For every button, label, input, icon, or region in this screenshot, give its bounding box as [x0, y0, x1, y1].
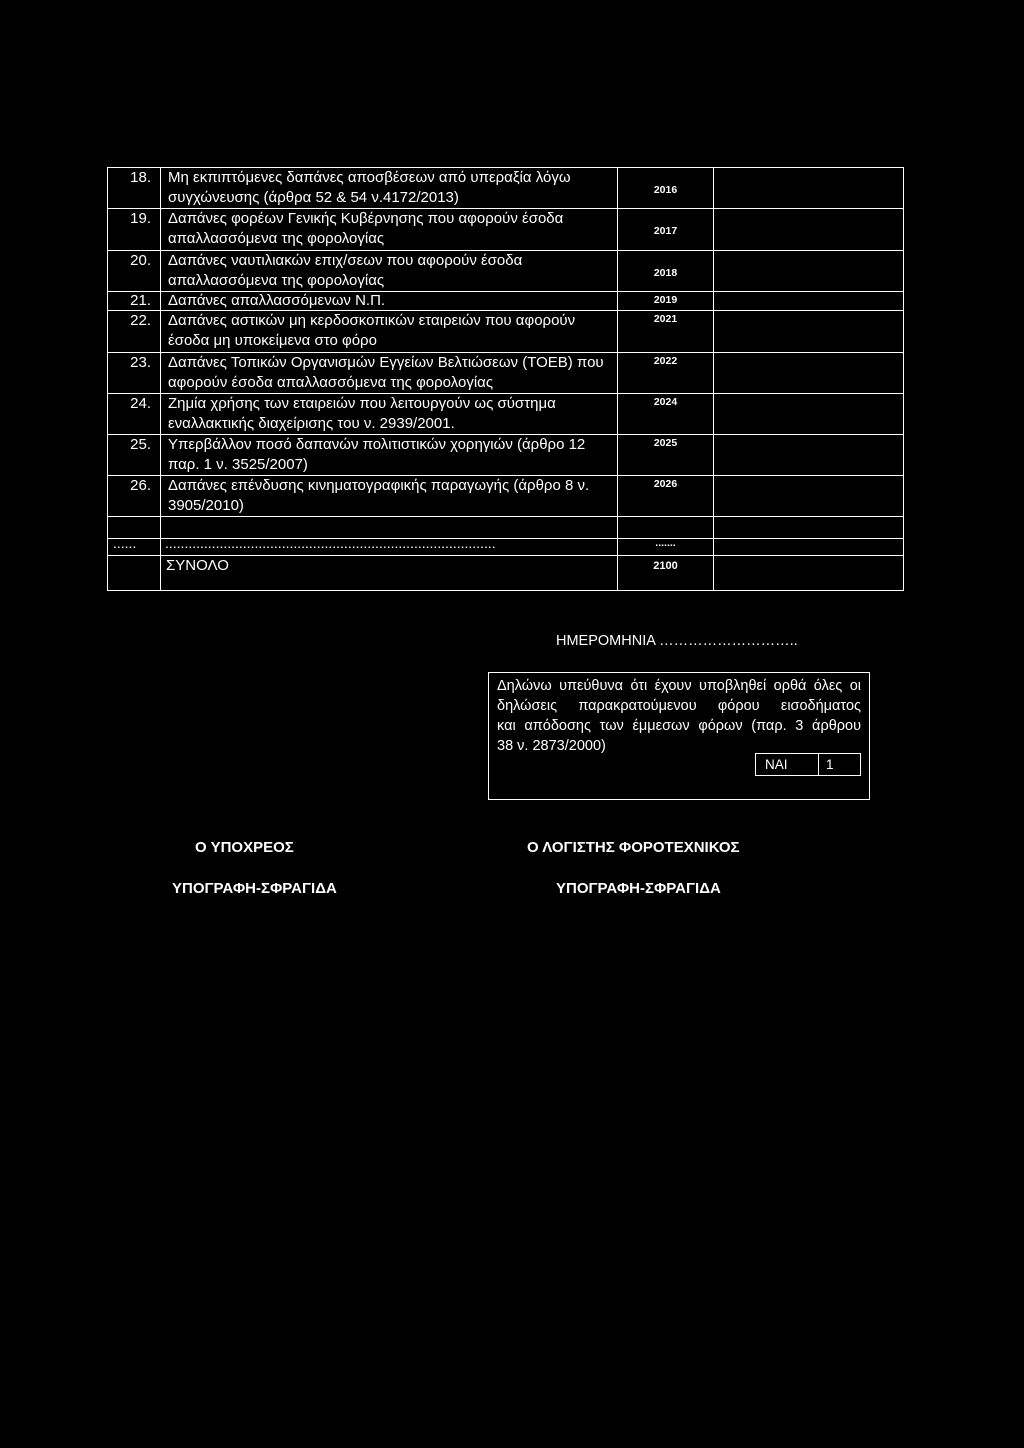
table-row: [108, 394, 904, 435]
placeholder-number: ......: [108, 539, 161, 556]
amount-cell: [714, 517, 904, 539]
table-row: [108, 251, 904, 292]
description-line: συγχώνευσης (άρθρα 52 & 54 ν.4172/2013): [168, 189, 459, 206]
table-row: [108, 353, 904, 394]
description-line: Υπερβάλλον ποσό δαπανών πολιτιστικών χορηγιών (άρθρο 12: [168, 436, 586, 453]
answer-value: 1: [826, 757, 834, 772]
amount-cell: [714, 476, 904, 517]
row-code: 2026: [618, 476, 714, 517]
row-code: 2018: [618, 251, 714, 292]
description-line: Μη εκπιπτόμενες δαπάνες αποσβέσεων από υπεραξία λόγω: [168, 169, 571, 186]
amount-cell: [714, 353, 904, 394]
description-line: εναλλακτικής διαχείρισης του ν. 2939/2001.: [168, 415, 455, 432]
table-row: [108, 435, 904, 476]
description-line: Δαπάνες απαλλασσόμενων Ν.Π.: [168, 292, 386, 309]
row-number: 22.: [108, 311, 161, 353]
row-description: [161, 292, 618, 311]
description-line: Δαπάνες φορέων Γενικής Κυβέρνησης που αφορούν έσοδα: [168, 210, 564, 227]
row-description: [161, 209, 618, 251]
row-description: [161, 311, 618, 353]
description-line: αφορούν έσοδα απαλλασσόμενα της φορολογίας: [168, 374, 494, 391]
date-placeholder: ………………………..: [659, 633, 798, 649]
row-description: [161, 353, 618, 394]
answer-box: [755, 753, 861, 776]
total-amount-cell: [714, 556, 904, 591]
description-line: Δαπάνες Τοπικών Οργανισμών Εγγείων Βελτιώσεων (ΤΟΕΒ) που: [168, 354, 604, 371]
date-field: [556, 632, 798, 650]
row-code: 2021: [618, 311, 714, 353]
declaration-box: [488, 672, 870, 800]
answer-label: ΝΑΙ: [756, 754, 819, 775]
total-label: ΣΥΝΟΛΟ: [161, 556, 618, 591]
expenses-table: [107, 167, 904, 591]
row-number: 23.: [108, 353, 161, 394]
taxpayer-signature-caption: ΥΠΟΓΡΑΦΗ-ΣΦΡΑΓΙΔΑ: [172, 880, 337, 897]
amount-cell: [714, 435, 904, 476]
declaration-line: Δηλώνω υπεύθυνα ότι έχουν υποβληθεί ορθά όλες οι: [497, 678, 861, 694]
description-line: Ζημία χρήσης των εταιρειών που λειτουργούν ως σύστημα: [168, 395, 556, 412]
declaration-line: δηλώσεις παρακρατούμενου φόρου εισοδήματος: [497, 698, 861, 714]
row-number: 19.: [108, 209, 161, 251]
accountant-signature-caption: ΥΠΟΓΡΑΦΗ-ΣΦΡΑΓΙΔΑ: [556, 880, 721, 897]
description-line: απαλλασσόμενα της φορολογίας: [168, 272, 385, 289]
description-line: Δαπάνες επένδυσης κινηματογραφικής παραγωγής (άρθρο 8 ν.: [168, 477, 590, 494]
description-line: έσοδα μη υποκείμενα στο φόρο: [168, 332, 377, 349]
amount-cell: [714, 539, 904, 556]
table-row: [108, 476, 904, 517]
amount-cell: [714, 394, 904, 435]
amount-cell: [714, 168, 904, 209]
row-number: [108, 556, 161, 591]
total-row: [108, 556, 904, 591]
description-line: παρ. 1 ν. 3525/2007): [168, 456, 308, 473]
declaration-line: 38 ν. 2873/2000): [497, 738, 606, 754]
row-number: 24.: [108, 394, 161, 435]
row-number: 26.: [108, 476, 161, 517]
row-number: 20.: [108, 251, 161, 292]
row-description: [161, 168, 618, 209]
row-code: 2022: [618, 353, 714, 394]
row-description: [161, 435, 618, 476]
total-code: 2100: [618, 556, 714, 591]
table-row: [108, 292, 904, 311]
row-description: [161, 251, 618, 292]
description-line: Δαπάνες αστικών μη κερδοσκοπικών εταιρειών που αφορούν: [168, 312, 576, 329]
row-number: 21.: [108, 292, 161, 311]
row-number: 18.: [108, 168, 161, 209]
amount-cell: [714, 251, 904, 292]
table-row: [108, 209, 904, 251]
table-row: [108, 168, 904, 209]
taxpayer-title: Ο ΥΠΟΧΡΕΟΣ: [195, 839, 294, 856]
description-line: απαλλασσόμενα της φορολογίας: [168, 230, 385, 247]
row-number: 25.: [108, 435, 161, 476]
description-line: 3905/2010): [168, 497, 244, 514]
accountant-title: Ο ΛΟΓΙΣΤΗΣ ΦΟΡΟΤΕΧΝΙΚΟΣ: [527, 839, 740, 856]
row-code: [618, 517, 714, 539]
row-code: 2024: [618, 394, 714, 435]
placeholder-row: [108, 535, 904, 556]
row-code: 2016: [618, 168, 714, 209]
row-code: 2025: [618, 435, 714, 476]
placeholder-code: .......: [618, 539, 714, 556]
description-line: Δαπάνες ναυτιλιακών επιχ/σεων που αφορούν έσοδα: [168, 252, 523, 269]
amount-cell: [714, 209, 904, 251]
table-row: [108, 311, 904, 353]
date-label: ΗΜΕΡΟΜΗΝΙΑ: [556, 633, 656, 649]
row-description: [161, 476, 618, 517]
row-code: 2019: [618, 292, 714, 311]
placeholder-description: .....................................................................................: [161, 539, 618, 556]
amount-cell: [714, 311, 904, 353]
row-description: [161, 394, 618, 435]
amount-cell: [714, 292, 904, 311]
declaration-line: και απόδοσης των έμμεσων φόρων (παρ. 3 άρθρου: [497, 718, 861, 734]
row-code: 2017: [618, 209, 714, 251]
